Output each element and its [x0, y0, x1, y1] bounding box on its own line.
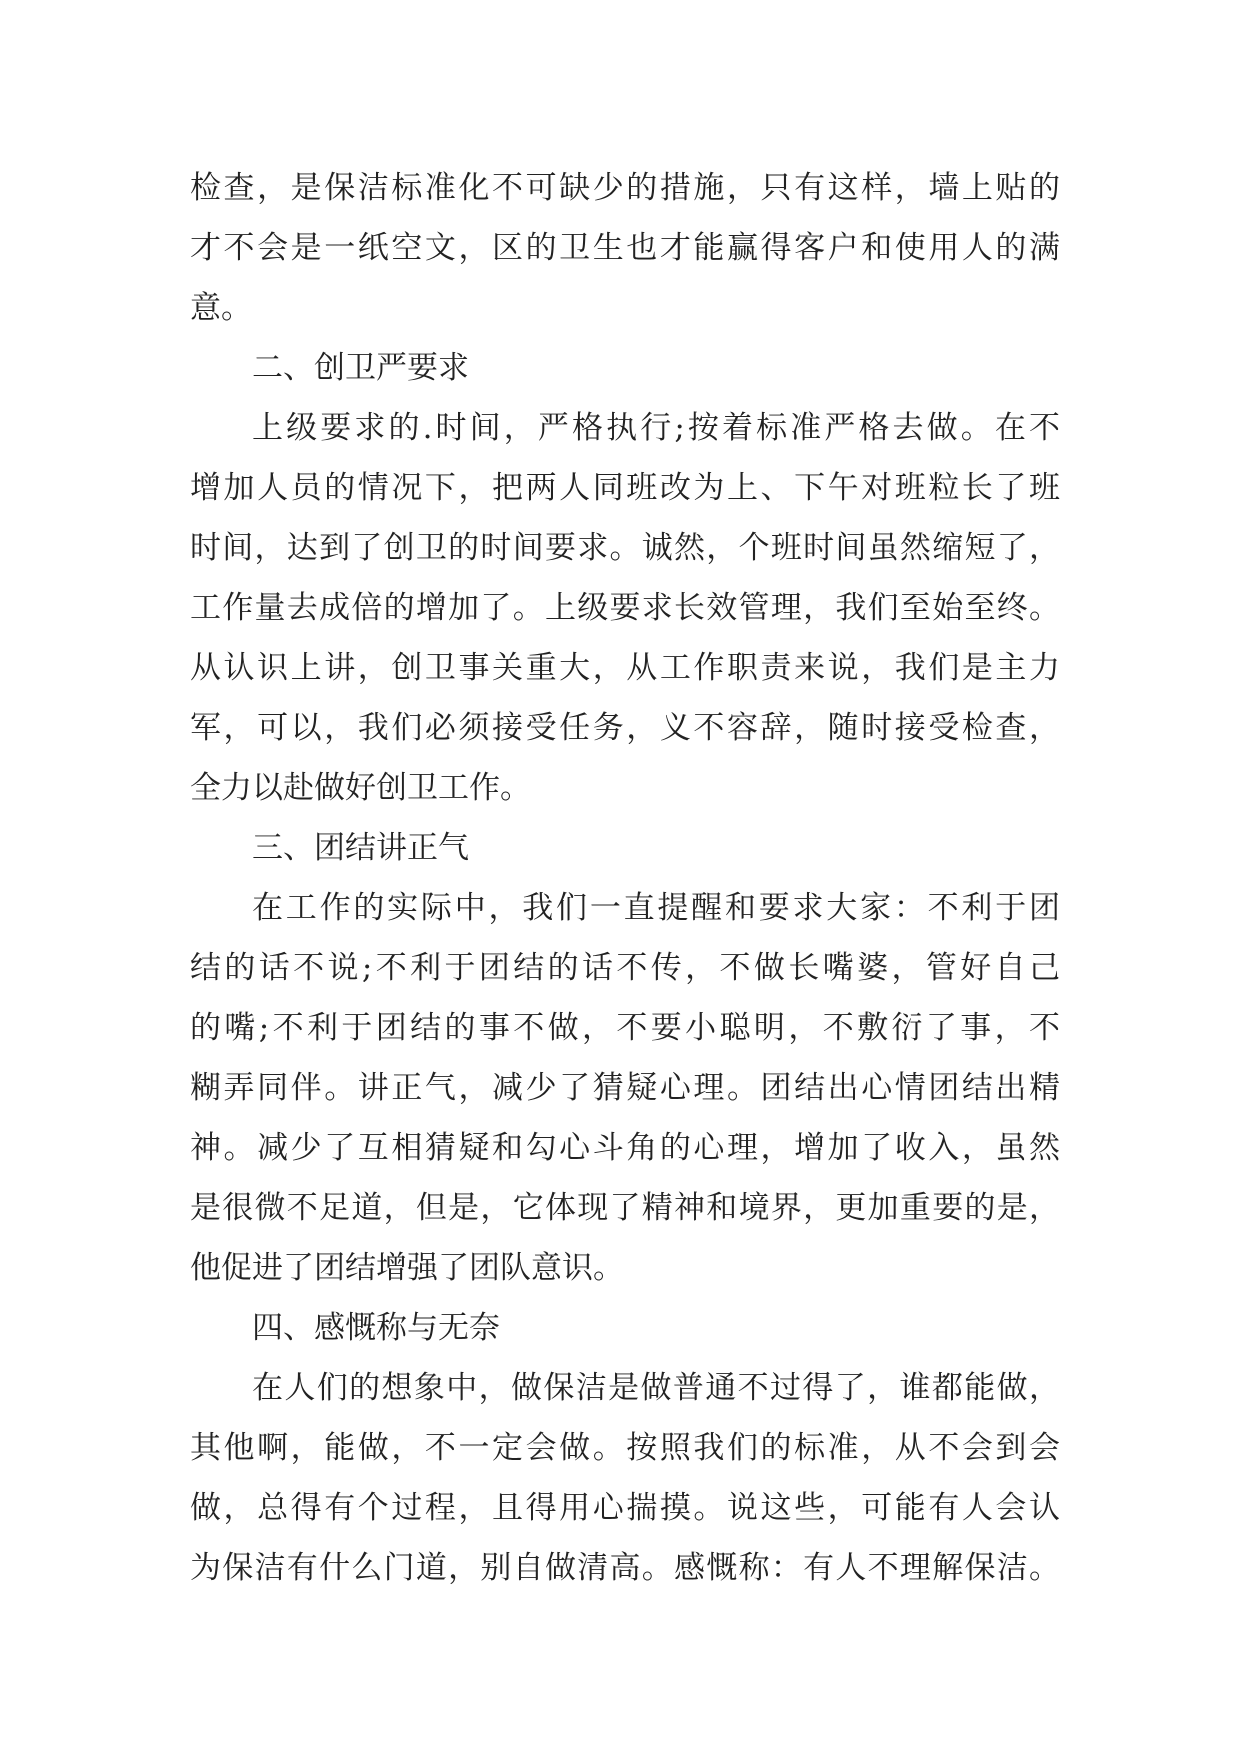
text-line: 在人们的想象中，做保洁是做普通不过得了，谁都能做，: [252, 1370, 1060, 1406]
section-heading: 三、团结讲正气: [252, 830, 469, 866]
text-line: 糊弄同伴。讲正气，减少了猜疑心理。团结出心情团结出精: [190, 1070, 1060, 1106]
text-line: 增加人员的情况下，把两人同班改为上、下午对班粒长了班: [190, 470, 1060, 506]
text-line: 他促进了团结增强了团队意识。: [190, 1250, 624, 1286]
text-line: 全力以赴做好创卫工作。: [190, 770, 531, 806]
text-line: 的嘴;不利于团结的事不做，不要小聪明，不敷衍了事，不: [190, 1010, 1060, 1046]
text-line: 从认识上讲，创卫事关重大，从工作职责来说，我们是主力: [190, 650, 1060, 686]
text-line: 其他啊，能做，不一定会做。按照我们的标准，从不会到会: [190, 1430, 1060, 1466]
section-heading: 四、感慨称与无奈: [252, 1310, 500, 1346]
text-line: 在工作的实际中，我们一直提醒和要求大家：不利于团: [252, 890, 1060, 926]
text-line: 时间，达到了创卫的时间要求。诚然，个班时间虽然缩短了，: [190, 530, 1060, 566]
text-line: 是很微不足道，但是，它体现了精神和境界，更加重要的是，: [190, 1190, 1060, 1226]
text-line: 做，总得有个过程，且得用心揣摸。说这些，可能有人会认: [190, 1490, 1060, 1526]
text-line: 军，可以，我们必须接受任务，义不容辞，随时接受检查，: [190, 710, 1060, 746]
text-line: 结的话不说;不利于团结的话不传，不做长嘴婆，管好自己: [190, 950, 1060, 986]
text-line: 工作量去成倍的增加了。上级要求长效管理，我们至始至终。: [190, 590, 1060, 626]
text-line: 意。: [190, 290, 252, 326]
section-heading: 二、创卫严要求: [252, 350, 469, 386]
text-line: 神。减少了互相猜疑和勾心斗角的心理，增加了收入，虽然: [190, 1130, 1060, 1166]
text-line: 上级要求的.时间，严格执行;按着标准严格去做。在不: [252, 410, 1060, 446]
text-line: 才不会是一纸空文，区的卫生也才能赢得客户和使用人的满: [190, 230, 1060, 266]
text-line: 为保洁有什么门道，别自做清高。感慨称：有人不理解保洁。: [190, 1550, 1060, 1586]
document-body: [190, 158, 1060, 1598]
text-line: 检查，是保洁标准化不可缺少的措施，只有这样，墙上贴的: [190, 170, 1060, 206]
